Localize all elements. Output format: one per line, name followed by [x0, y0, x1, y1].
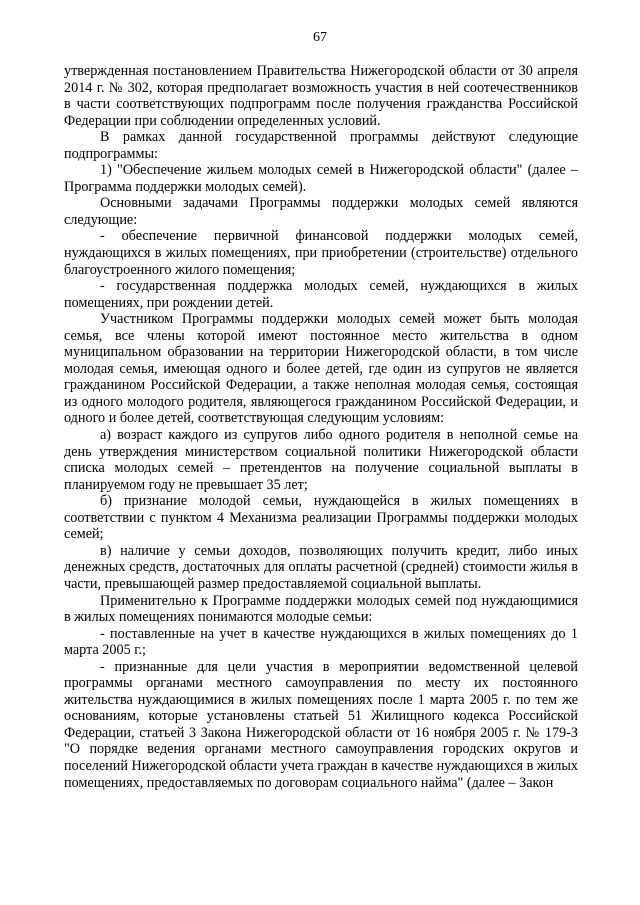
paragraph: Участником Программы поддержки молодых семей может быть молодая семья, все члены которой имеют постоянное место жительства в одном муниципальном образовании на территории Нижегородской области, в том числе молодая семья, имеющая одного и более детей, где один из супругов не является гражданином Российской Федерации, а также неполная молодая семья, состоящая из одного молодого родителя, являющегося гражданином Российской Федерации, и одного и более детей, соответствующая следующим условиям: [64, 311, 578, 427]
paragraph: в) наличие у семьи доходов, позволяющих получить кредит, либо иных денежных средств, достаточных для оплаты расчетной (средней) стоимости жилья в части, превышающей размер предоставляемой социальной выплаты. [64, 542, 578, 592]
paragraph: Применительно к Программе поддержки молодых семей под нуждающимися в жилых помещениях понимаются молодые семьи: [64, 592, 578, 626]
document-body [64, 63, 578, 791]
paragraph: а) возраст каждого из супругов либо одного родителя в неполной семье на день утверждения министерством социальной политики Нижегородской области списка молодых семей – претендентов на получение социальной выплаты в планируемом году не превышает 35 лет; [64, 427, 578, 493]
paragraph: - поставленные на учет в качестве нуждающихся в жилых помещениях до 1 марта 2005 г.; [64, 625, 578, 659]
paragraph: б) признание молодой семьи, нуждающейся в жилых помещениях в соответствии с пунктом 4 Механизма реализации Программы поддержки молодых семей; [64, 493, 578, 543]
paragraph: Основными задачами Программы поддержки молодых семей являются следующие: [64, 195, 578, 228]
paragraph: - признанные для цели участия в мероприятии ведомственной целевой программы органами местного самоуправления по месту их постоянного жительства нуждающимися в жилых помещениях после 1 марта 2005 г. по тем же основаниям, которые установлены статьей 51 Жилищного кодекса Российской Федерации, статьей 3 Закона Нижегородской области от 16 ноября 2005 г. № 179-З "О порядке ведения органами местного самоуправления городских округов и поселений Нижегородской области учета граждан в качестве нуждающихся в жилых помещениях, предоставляемых по договорам социального найма" (далее – Закон [64, 658, 578, 791]
paragraph: - обеспечение первичной финансовой поддержки молодых семей, нуждающихся в жилых помещениях, при приобретении (строительстве) отдельного благоустроенного жилого помещения; [64, 228, 578, 278]
paragraph: утвержденная постановлением Правительства Нижегородской области от 30 апреля 2014 г. № 302, которая предполагает возможность участия в ней соотечественников в части соответствующих подпрограмм после получения гражданства Российской Федерации при соблюдении определенных условий. [64, 63, 578, 129]
paragraph: - государственная поддержка молодых семей, нуждающихся в жилых помещениях, при рождении детей. [64, 278, 578, 311]
paragraph: 1) "Обеспечение жильем молодых семей в Нижегородской области" (далее – Программа поддержки молодых семей). [64, 162, 578, 195]
page-number: 67 [313, 30, 327, 45]
paragraph: В рамках данной государственной программы действуют следующие подпрограммы: [64, 129, 578, 162]
